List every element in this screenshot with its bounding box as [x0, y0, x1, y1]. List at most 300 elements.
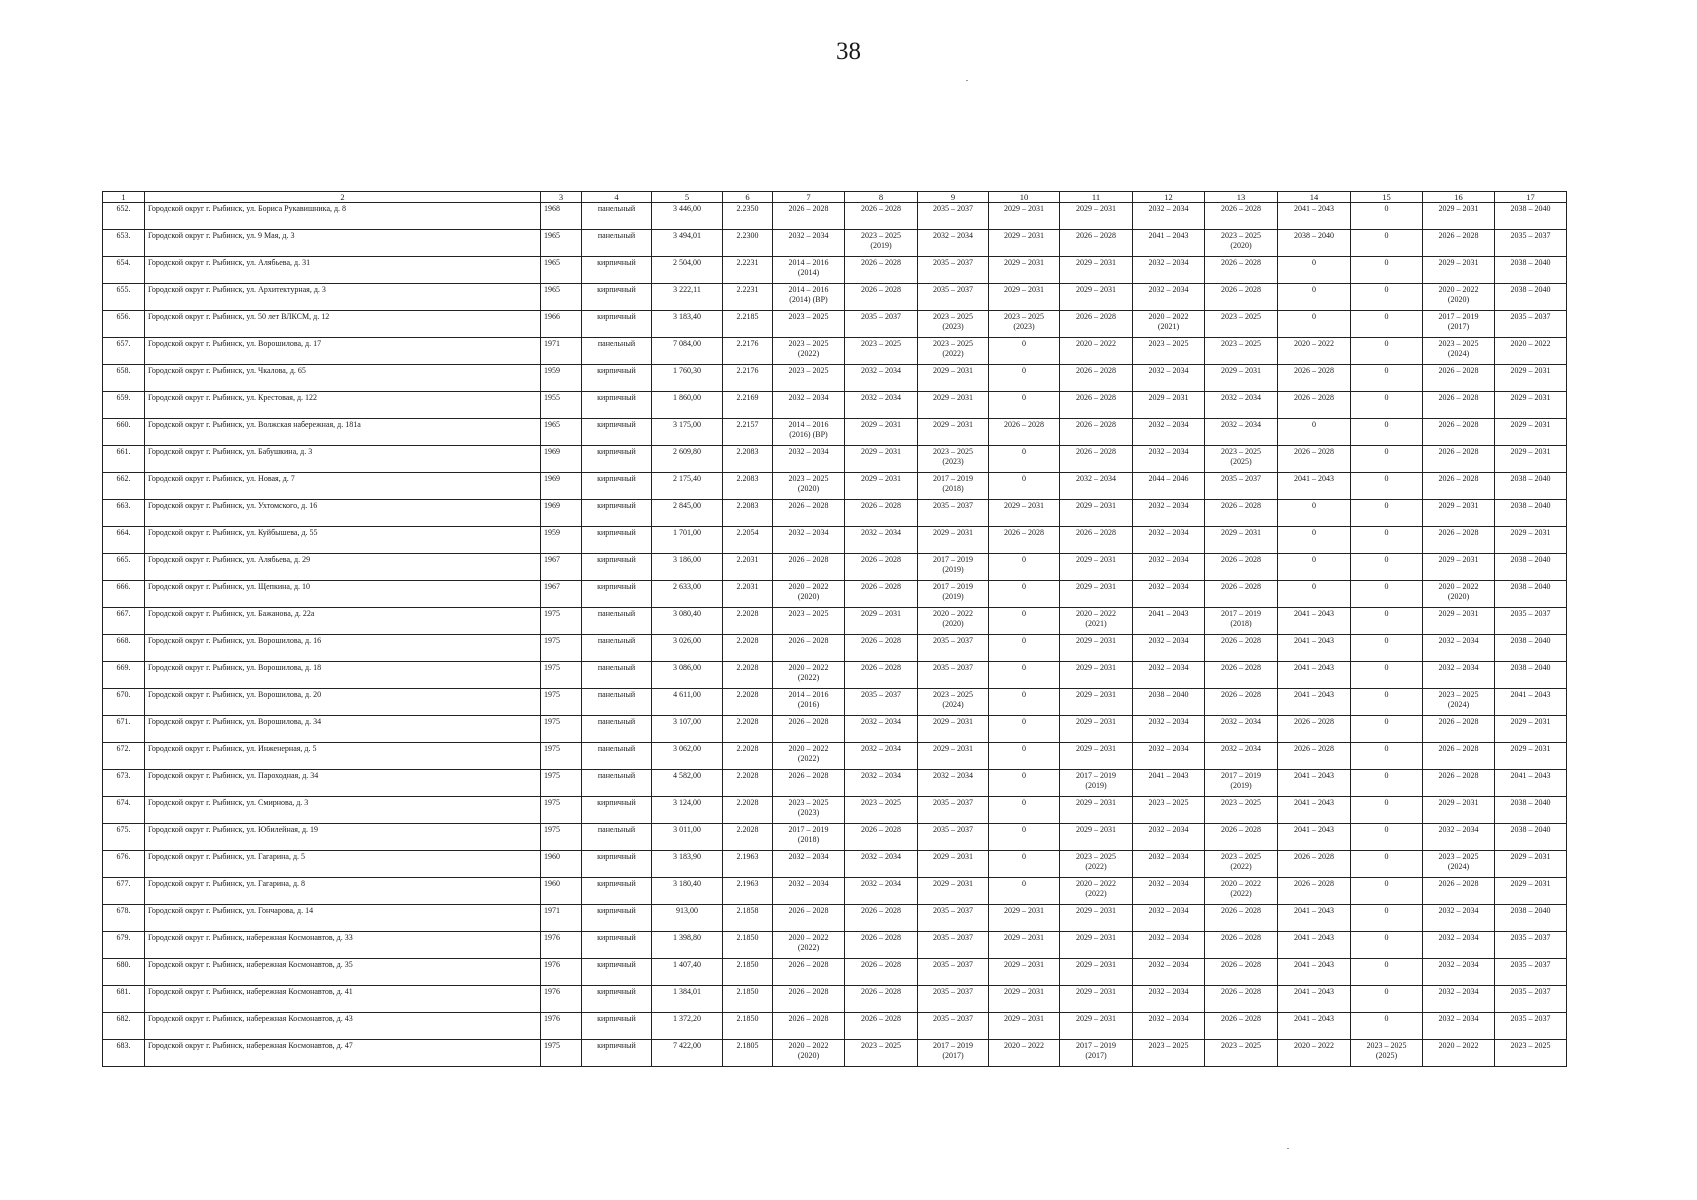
cell-text-line: 1975 — [544, 744, 560, 753]
table-cell-col-8 — [845, 257, 918, 284]
cell-text-line: 657. — [116, 339, 131, 348]
table-cell-col-4 — [582, 338, 652, 365]
cell-text-line: 2.2028 — [736, 690, 759, 699]
column-number-3: 3 — [541, 192, 582, 203]
table-cell-col-2 — [145, 257, 541, 284]
column-number-2: 2 — [145, 192, 541, 203]
table-cell-col-3 — [541, 959, 582, 986]
table-cell-col-12 — [1133, 662, 1205, 689]
cell-text-line: 2023 – 2025 — [1076, 852, 1116, 861]
table-cell-col-6 — [723, 473, 773, 500]
cell-text-line: 2020 – 2022 — [1076, 339, 1116, 348]
table-cell-col-6 — [723, 878, 773, 905]
table-cell-col-5 — [652, 932, 723, 959]
table-cell-col-12 — [1133, 581, 1205, 608]
cell-text-line: 2035 – 2037 — [1221, 474, 1261, 483]
cell-text-line: 2032 – 2034 — [1438, 1014, 1479, 1023]
cell-text-line: 670. — [116, 690, 131, 699]
table-cell-col-14 — [1278, 1040, 1351, 1067]
cell-text-line: Городской округ г. Рыбинск, ул. Ухтомского, д. 16 — [148, 501, 318, 510]
table-row — [103, 203, 1567, 230]
cell-text-line: 669. — [116, 663, 131, 672]
table-cell-col-5 — [652, 662, 723, 689]
table-cell-col-4 — [582, 905, 652, 932]
cell-text-line: 2029 – 2031 — [861, 474, 901, 483]
table-cell-col-9 — [918, 527, 989, 554]
cell-text-line: (2018) — [942, 484, 964, 493]
cell-text-line: 2029 – 2031 — [1004, 933, 1044, 942]
table-cell-col-10 — [989, 446, 1060, 473]
table-cell-col-12 — [1133, 959, 1205, 986]
column-number-14: 14 — [1278, 192, 1351, 203]
cell-text-line: (2020) — [1447, 295, 1470, 304]
cell-text-line: 2029 – 2031 — [1076, 582, 1116, 591]
cell-text-line: 0 — [1022, 636, 1026, 645]
cell-text-line: 2041 – 2043 — [1294, 609, 1334, 618]
table-cell-col-9 — [918, 905, 989, 932]
cell-text-line: 662. — [116, 474, 131, 483]
table-cell-col-8 — [845, 230, 918, 257]
table-row — [103, 1013, 1567, 1040]
table-cell-col-14 — [1278, 986, 1351, 1013]
table-cell-col-13 — [1205, 554, 1278, 581]
table-cell-col-6 — [723, 851, 773, 878]
table-cell-col-17 — [1495, 257, 1567, 284]
table-cell-col-10 — [989, 1040, 1060, 1067]
cell-text-line: 0 — [1384, 852, 1389, 861]
table-cell-col-15 — [1351, 473, 1423, 500]
table-cell-col-10 — [989, 230, 1060, 257]
table-row — [103, 959, 1567, 986]
cell-text-line: Городской округ г. Рыбинск, ул. 50 лет ВЛКСМ, д. 12 — [148, 312, 330, 321]
cell-text-line: 2038 – 2040 — [1510, 555, 1551, 564]
cell-text-line: 2038 – 2040 — [1510, 474, 1551, 483]
cell-text-line: 2041 – 2043 — [1294, 1014, 1334, 1023]
table-cell-col-8 — [845, 311, 918, 338]
table-cell-col-1 — [103, 473, 145, 500]
table-cell-col-16 — [1423, 500, 1495, 527]
table-cell-col-14 — [1278, 365, 1351, 392]
table-cell-col-16 — [1423, 716, 1495, 743]
table-cell-col-10 — [989, 905, 1060, 932]
table-cell-col-10 — [989, 581, 1060, 608]
table-cell-col-6 — [723, 608, 773, 635]
cell-text-line: 2029 – 2031 — [1510, 744, 1551, 753]
table-cell-col-16 — [1423, 392, 1495, 419]
table-cell-col-3 — [541, 392, 582, 419]
table-cell-col-17 — [1495, 959, 1567, 986]
cell-text-line: 2032 – 2034 — [861, 771, 901, 780]
cell-text-line: 2032 – 2034 — [1148, 528, 1189, 537]
cell-text-line: 2029 – 2031 — [1438, 204, 1479, 213]
cell-text-line: 2020 – 2022 — [788, 663, 829, 672]
cell-text-line: 2017 – 2019 — [1221, 771, 1261, 780]
cell-text-line: кирпичный — [597, 501, 636, 510]
table-cell-col-9 — [918, 500, 989, 527]
table-cell-col-14 — [1278, 203, 1351, 230]
table-cell-col-15 — [1351, 230, 1423, 257]
cell-text-line: 2026 – 2028 — [1438, 879, 1479, 888]
table-cell-col-5 — [652, 500, 723, 527]
cell-text-line: 2026 – 2028 — [861, 960, 901, 969]
column-number-11: 11 — [1060, 192, 1133, 203]
table-cell-col-2 — [145, 959, 541, 986]
table-cell-col-6 — [723, 932, 773, 959]
cell-text-line: 2029 – 2031 — [933, 852, 973, 861]
table-cell-col-2 — [145, 527, 541, 554]
table-cell-col-9 — [918, 365, 989, 392]
cell-text-line: 2.2185 — [736, 312, 759, 321]
cell-text-line: 2014 – 2016 — [788, 258, 829, 267]
cell-text-line: 2.2176 — [736, 366, 759, 375]
cell-text-line: 2029 – 2031 — [1510, 366, 1551, 375]
cell-text-line: 2032 – 2034 — [861, 879, 901, 888]
cell-text-line: 3 011,00 — [673, 825, 701, 834]
table-cell-col-15 — [1351, 500, 1423, 527]
table-cell-col-17 — [1495, 986, 1567, 1013]
table-cell-col-17 — [1495, 581, 1567, 608]
table-cell-col-12 — [1133, 770, 1205, 797]
table-cell-col-1 — [103, 338, 145, 365]
cell-text-line: 2032 – 2034 — [1148, 420, 1189, 429]
cell-text-line: (2021) — [1085, 619, 1107, 628]
table-cell-col-5 — [652, 554, 723, 581]
table-cell-col-6 — [723, 581, 773, 608]
table-cell-col-14 — [1278, 500, 1351, 527]
table-cell-col-14 — [1278, 473, 1351, 500]
table-cell-col-2 — [145, 446, 541, 473]
table-cell-col-2 — [145, 770, 541, 797]
table-cell-col-3 — [541, 284, 582, 311]
cell-text-line: 2032 – 2034 — [1148, 987, 1189, 996]
table-cell-col-3 — [541, 689, 582, 716]
cell-text-line: Городской округ г. Рыбинск, ул. 9 Мая, д. 3 — [148, 231, 295, 240]
table-cell-col-2 — [145, 581, 541, 608]
table-cell-col-10 — [989, 473, 1060, 500]
cell-text-line: 2.2028 — [736, 609, 759, 618]
cell-text-line: кирпичный — [597, 933, 636, 942]
cell-text-line: (2020) — [942, 619, 964, 628]
table-cell-col-14 — [1278, 743, 1351, 770]
table-cell-col-12 — [1133, 500, 1205, 527]
table-cell-col-7 — [773, 932, 845, 959]
cell-text-line: кирпичный — [597, 258, 636, 267]
cell-text-line: 0 — [1384, 420, 1389, 429]
table-cell-col-12 — [1133, 554, 1205, 581]
table-row — [103, 986, 1567, 1013]
table-cell-col-9 — [918, 959, 989, 986]
cell-text-line: Городской округ г. Рыбинск, ул. Ворошилова, д. 17 — [148, 339, 322, 348]
table-cell-col-9 — [918, 284, 989, 311]
table-cell-col-14 — [1278, 419, 1351, 446]
cell-text-line: 2023 – 2025 — [788, 474, 829, 483]
cell-text-line: 0 — [1384, 798, 1389, 807]
table-cell-col-6 — [723, 824, 773, 851]
cell-text-line: 2038 – 2040 — [1510, 906, 1551, 915]
cell-text-line: Городской округ г. Рыбинск, ул. Инженерная, д. 5 — [148, 744, 317, 753]
cell-text-line: 2038 – 2040 — [1148, 690, 1189, 699]
cell-text-line: 2032 – 2034 — [1221, 717, 1261, 726]
cell-text-line: (2022) — [1085, 862, 1107, 871]
table-row — [103, 581, 1567, 608]
cell-text-line: 2029 – 2031 — [933, 528, 973, 537]
table-cell-col-8 — [845, 365, 918, 392]
table-cell-col-12 — [1133, 635, 1205, 662]
cell-text-line: 2026 – 2028 — [788, 1014, 829, 1023]
table-row — [103, 446, 1567, 473]
cell-text-line: 2023 – 2025 — [788, 366, 829, 375]
table-cell-col-5 — [652, 419, 723, 446]
table-cell-col-1 — [103, 851, 145, 878]
table-cell-col-4 — [582, 635, 652, 662]
cell-text-line: 2023 – 2025 — [861, 231, 901, 240]
cell-text-line: 663. — [116, 501, 131, 510]
cell-text-line: 2.1850 — [736, 960, 759, 969]
table-cell-col-4 — [582, 392, 652, 419]
cell-text-line: Городской округ г. Рыбинск, ул. Ворошилова, д. 18 — [148, 663, 322, 672]
cell-text-line: 2035 – 2037 — [933, 825, 973, 834]
cell-text-line: 652. — [116, 204, 131, 213]
cell-text-line: 2041 – 2043 — [1294, 933, 1334, 942]
cell-text-line: 2020 – 2022 — [933, 609, 973, 618]
table-cell-col-16 — [1423, 473, 1495, 500]
cell-text-line: (2021) — [1157, 322, 1180, 331]
table-cell-col-10 — [989, 1013, 1060, 1040]
cell-text-line: 2041 – 2043 — [1148, 231, 1189, 240]
table-cell-col-11 — [1060, 770, 1133, 797]
table-cell-col-11 — [1060, 608, 1133, 635]
cell-text-line: 2041 – 2043 — [1294, 960, 1334, 969]
cell-text-line: 2029 – 2031 — [933, 879, 973, 888]
cell-text-line: 2029 – 2031 — [1510, 717, 1551, 726]
table-cell-col-11 — [1060, 500, 1133, 527]
cell-text-line: 1967 — [544, 555, 560, 564]
table-cell-col-16 — [1423, 662, 1495, 689]
table-cell-col-16 — [1423, 770, 1495, 797]
table-cell-col-14 — [1278, 446, 1351, 473]
cell-text-line: 2029 – 2031 — [861, 447, 901, 456]
cell-text-line: 2020 – 2022 — [1221, 879, 1261, 888]
cell-text-line: 2020 – 2022 — [1076, 609, 1116, 618]
cell-text-line: (2022) — [797, 943, 820, 952]
table-cell-col-12 — [1133, 311, 1205, 338]
cell-text-line: 2014 – 2016 — [788, 690, 829, 699]
table-cell-col-2 — [145, 338, 541, 365]
table-cell-col-16 — [1423, 419, 1495, 446]
table-cell-col-3 — [541, 635, 582, 662]
table-cell-col-17 — [1495, 338, 1567, 365]
table-cell-col-9 — [918, 554, 989, 581]
table-cell-col-12 — [1133, 338, 1205, 365]
column-number-16: 16 — [1423, 192, 1495, 203]
cell-text-line: 2035 – 2037 — [933, 663, 973, 672]
cell-text-line: (2022) — [942, 349, 964, 358]
cell-text-line: 2.2028 — [736, 798, 759, 807]
cell-text-line: 0 — [1384, 474, 1389, 483]
cell-text-line: 3 180,40 — [673, 879, 701, 888]
cell-text-line: 675. — [116, 825, 131, 834]
table-cell-col-4 — [582, 770, 652, 797]
table-cell-col-14 — [1278, 581, 1351, 608]
cell-text-line: 673. — [116, 771, 131, 780]
cell-text-line: 2017 – 2019 — [933, 1041, 973, 1050]
table-cell-col-7 — [773, 365, 845, 392]
cell-text-line: 2032 – 2034 — [1148, 555, 1189, 564]
cell-text-line: 2032 – 2034 — [788, 447, 829, 456]
cell-text-line: 666. — [116, 582, 131, 591]
cell-text-line: (2024) — [1447, 862, 1470, 871]
cell-text-line: 2026 – 2028 — [1076, 366, 1116, 375]
cell-text-line: 0 — [1384, 663, 1389, 672]
table-cell-col-7 — [773, 662, 845, 689]
table-cell-col-16 — [1423, 203, 1495, 230]
cell-text-line: 2026 – 2028 — [1438, 717, 1479, 726]
table-cell-col-5 — [652, 446, 723, 473]
cell-text-line: 2032 – 2034 — [1148, 501, 1189, 510]
cell-text-line: 1960 — [544, 852, 560, 861]
table-row — [103, 716, 1567, 743]
table-cell-col-3 — [541, 473, 582, 500]
housing-repair-schedule-table — [102, 191, 1567, 1067]
table-cell-col-7 — [773, 743, 845, 770]
cell-text-line: 2023 – 2025 — [1510, 1041, 1551, 1050]
cell-text-line: 2029 – 2031 — [1076, 663, 1116, 672]
table-cell-col-4 — [582, 662, 652, 689]
table-cell-col-6 — [723, 959, 773, 986]
table-cell-col-10 — [989, 608, 1060, 635]
table-cell-col-12 — [1133, 365, 1205, 392]
cell-text-line: 2023 – 2025 — [1438, 852, 1479, 861]
table-cell-col-13 — [1205, 392, 1278, 419]
cell-text-line: 0 — [1384, 771, 1389, 780]
table-cell-col-17 — [1495, 716, 1567, 743]
cell-text-line: 2 633,00 — [673, 582, 701, 591]
cell-text-line: 2026 – 2028 — [788, 501, 829, 510]
table-cell-col-6 — [723, 284, 773, 311]
cell-text-line: 2 175,40 — [673, 474, 701, 483]
table-row — [103, 500, 1567, 527]
table-cell-col-13 — [1205, 311, 1278, 338]
cell-text-line: 2041 – 2043 — [1294, 825, 1334, 834]
table-cell-col-1 — [103, 1040, 145, 1067]
column-number-1: 1 — [103, 192, 145, 203]
cell-text-line: 2029 – 2031 — [1004, 258, 1044, 267]
cell-text-line: 658. — [116, 366, 131, 375]
cell-text-line: 0 — [1022, 474, 1026, 483]
table-cell-col-1 — [103, 1013, 145, 1040]
table-cell-col-5 — [652, 527, 723, 554]
table-cell-col-10 — [989, 311, 1060, 338]
table-cell-col-10 — [989, 743, 1060, 770]
table-cell-col-3 — [541, 311, 582, 338]
cell-text-line: 2017 – 2019 — [933, 474, 973, 483]
cell-text-line: панельный — [597, 636, 636, 645]
column-number-17: 17 — [1495, 192, 1567, 203]
cell-text-line: кирпичный — [597, 420, 636, 429]
table-cell-col-3 — [541, 743, 582, 770]
table-cell-col-15 — [1351, 419, 1423, 446]
cell-text-line: 653. — [116, 231, 131, 240]
cell-text-line: 2020 – 2022 — [1004, 1041, 1044, 1050]
cell-text-line: 2026 – 2028 — [1438, 744, 1479, 753]
cell-text-line: 2026 – 2028 — [861, 663, 901, 672]
table-cell-col-5 — [652, 986, 723, 1013]
cell-text-line: 0 — [1022, 852, 1026, 861]
table-cell-col-9 — [918, 689, 989, 716]
table-cell-col-5 — [652, 770, 723, 797]
table-cell-col-3 — [541, 419, 582, 446]
table-cell-col-5 — [652, 311, 723, 338]
table-cell-col-2 — [145, 419, 541, 446]
cell-text-line: 2032 – 2034 — [1148, 204, 1189, 213]
table-cell-col-10 — [989, 635, 1060, 662]
cell-text-line: 2032 – 2034 — [1438, 987, 1479, 996]
table-cell-col-16 — [1423, 1013, 1495, 1040]
cell-text-line: 2 845,00 — [673, 501, 701, 510]
table-cell-col-16 — [1423, 446, 1495, 473]
cell-text-line: 2032 – 2034 — [1438, 825, 1479, 834]
table-cell-col-13 — [1205, 284, 1278, 311]
table-cell-col-16 — [1423, 905, 1495, 932]
cell-text-line: панельный — [597, 825, 636, 834]
cell-text-line: 1965 — [544, 231, 560, 240]
cell-text-line: 1975 — [544, 1041, 560, 1050]
cell-text-line: 2029 – 2031 — [1076, 906, 1116, 915]
table-cell-col-3 — [541, 338, 582, 365]
table-cell-col-5 — [652, 635, 723, 662]
cell-text-line: 681. — [116, 987, 131, 996]
table-cell-col-11 — [1060, 689, 1133, 716]
table-cell-col-5 — [652, 392, 723, 419]
table-cell-col-1 — [103, 554, 145, 581]
table-cell-col-7 — [773, 473, 845, 500]
table-cell-col-2 — [145, 743, 541, 770]
table-cell-col-8 — [845, 338, 918, 365]
cell-text-line: 0 — [1384, 717, 1389, 726]
table-row — [103, 1040, 1567, 1067]
cell-text-line: 2.2350 — [736, 204, 759, 213]
table-cell-col-8 — [845, 959, 918, 986]
cell-text-line: 0 — [1022, 555, 1026, 564]
table-cell-col-17 — [1495, 932, 1567, 959]
table-cell-col-5 — [652, 824, 723, 851]
table-cell-col-8 — [845, 554, 918, 581]
table-cell-col-9 — [918, 986, 989, 1013]
table-cell-col-15 — [1351, 554, 1423, 581]
cell-text-line: Городской округ г. Рыбинск, ул. Ворошилова, д. 20 — [148, 690, 322, 699]
table-cell-col-7 — [773, 203, 845, 230]
cell-text-line: Городской округ г. Рыбинск, ул. Куйбышева, д. 55 — [148, 528, 318, 537]
cell-text-line: 2035 – 2037 — [933, 285, 973, 294]
table-cell-col-2 — [145, 932, 541, 959]
table-cell-col-9 — [918, 662, 989, 689]
table-row — [103, 635, 1567, 662]
table-cell-col-13 — [1205, 851, 1278, 878]
table-cell-col-5 — [652, 365, 723, 392]
cell-text-line: 2026 – 2028 — [1221, 825, 1261, 834]
table-cell-col-4 — [582, 473, 652, 500]
table-cell-col-13 — [1205, 230, 1278, 257]
cell-text-line: 2032 – 2034 — [861, 852, 901, 861]
table-cell-col-1 — [103, 419, 145, 446]
cell-text-line: 2035 – 2037 — [933, 258, 973, 267]
table-cell-col-17 — [1495, 473, 1567, 500]
table-cell-col-15 — [1351, 878, 1423, 905]
table-cell-col-8 — [845, 608, 918, 635]
table-cell-col-14 — [1278, 230, 1351, 257]
cell-text-line: 2026 – 2028 — [1438, 528, 1479, 537]
cell-text-line: 0 — [1384, 258, 1389, 267]
